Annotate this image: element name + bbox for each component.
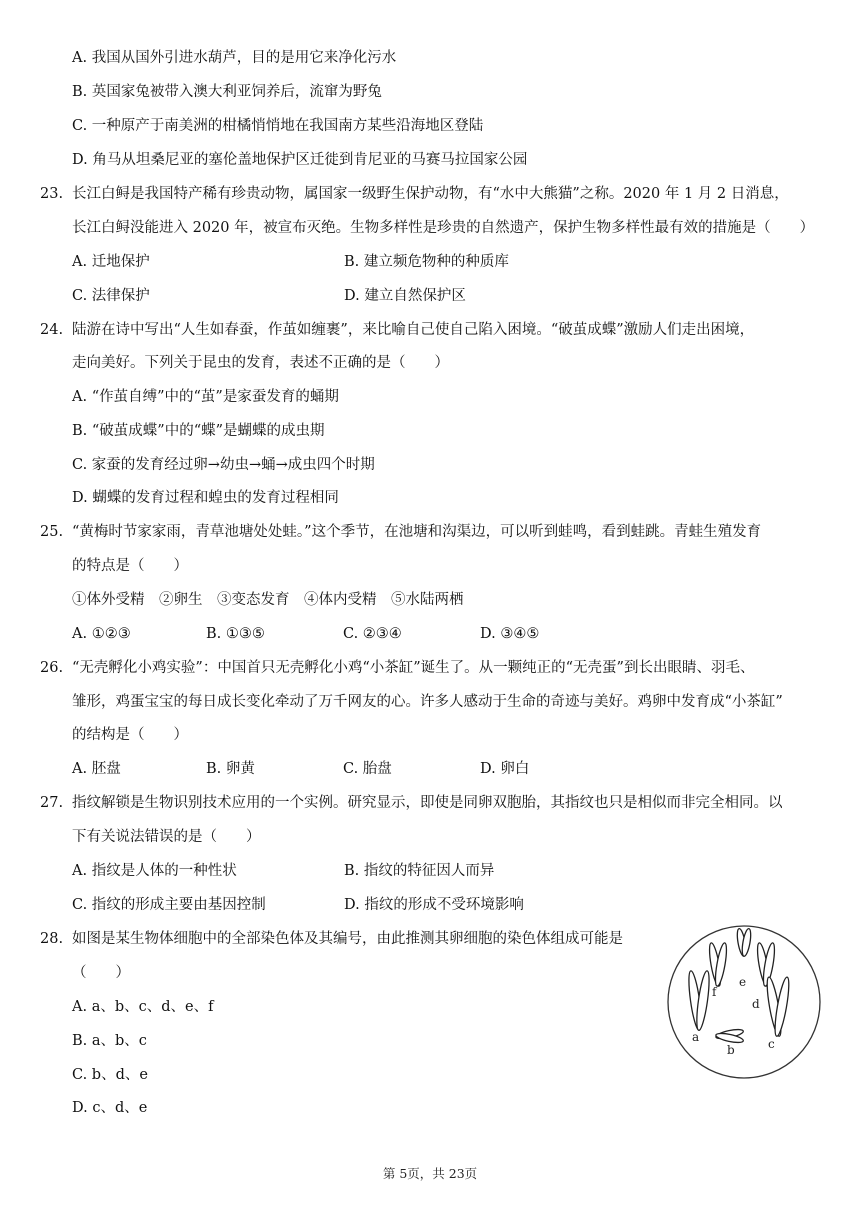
q28-option-a: A. a、b、c、d、e、f [72,999,214,1015]
q26-stem-line1: “无壳孵化小鸡实验”：中国首只无壳孵化小鸡“小茶缸”诞生了。从一颗纯正的“无壳蛋”到长出眼睛、羽毛、 [72,660,755,676]
chromosome-a [686,970,711,1031]
q23-option-c: C. 法律保护 [72,288,150,304]
q23-option-d: D. 建立自然保护区 [344,288,466,304]
chromosome-f [707,942,728,987]
chromosome-c [764,976,791,1037]
q22-option-d: D. 角马从坦桑尼亚的塞伦盖地保护区迁徙到肯尼亚的马赛马拉国家公园 [72,152,528,168]
label-f: f [712,985,717,999]
q26-number: 26. [40,660,64,676]
q23-option-a: A. 迁地保护 [72,254,150,270]
q27-option-b: B. 指纹的特征因人而异 [344,863,495,879]
q25-stem-line1: “黄梅时节家家雨，青草池塘处处蛙。”这个季节，在池塘和沟渠边，可以听到蛙鸣，看到蛙跳。青蛙生殖发育 [72,524,762,540]
label-a: a [692,1030,700,1044]
q26-stem-line3: 的结构是（ ） [72,727,188,743]
q26-option-d: D. 卵白 [480,761,530,777]
q27-number: 27. [40,795,64,811]
label-b: b [727,1043,735,1057]
chromosome-b [715,1028,744,1045]
q25-stem-line2: 的特点是（ ） [72,558,188,574]
q27-option-a: A. 指纹是人体的一种性状 [72,863,237,879]
q25-items: ①体外受精 ②卵生 ③变态发育 ④体内受精 ⑤水陆两栖 [72,592,464,608]
q28-option-c: C. b、d、e [72,1067,148,1083]
q23-number: 23. [40,186,64,202]
label-d: d [752,997,760,1011]
chromosome-d [755,942,776,987]
q25-option-a: A. ①②③ [72,626,131,642]
q27-option-c: C. 指纹的形成主要由基因控制 [72,897,266,913]
q23-stem-line1: 长江白鲟是我国特产稀有珍贵动物，属国家一级野生保护动物，有“水中大熊猫”之称。2020 年 1 月 2 日消息， [72,186,789,202]
q24-option-d: D. 蝴蝶的发育过程和蝗虫的发育过程相同 [72,490,339,506]
chromosome-cell-figure [666,924,822,1080]
q25-option-b: B. ①③⑤ [206,626,265,642]
q26-option-a: A. 胚盘 [72,761,121,777]
page-footer: 第 5页，共 23页 [382,1166,478,1181]
q28-option-b: B. a、b、c [72,1033,147,1049]
q26-option-c: C. 胎盘 [343,761,392,777]
q24-stem-line1: 陆游在诗中写出“人生如春蚕，作茧如缠裹”，来比喻自己使自己陷入困境。“破茧成蝶”激励人们走出困境， [72,322,755,338]
q23-stem-line2: 长江白鲟没能进入 2020 年，被宣布灭绝。生物多样性是珍贵的自然遗产，保护生物多样性最有效的措施是（ ） [72,220,815,236]
q28-stem-line2: （ ） [72,965,130,981]
q27-stem-line2: 下有关说法错误的是（ ） [72,829,261,845]
q24-stem-line2: 走向美好。下列关于昆虫的发育，表述不正确的是（ ） [72,355,449,371]
q26-option-b: B. 卵黄 [206,761,255,777]
q25-number: 25. [40,524,64,540]
q28-stem-line1: 如图是某生物体细胞中的全部染色体及其编号，由此推测其卵细胞的染色体组成可能是 [72,931,623,947]
q22-option-c: C. 一种原产于南美洲的柑橘悄悄地在我国南方某些沿海地区登陆 [72,118,484,134]
q22-option-b: B. 英国家兔被带入澳大利亚饲养后，流窜为野兔 [72,84,382,100]
q27-option-d: D. 指纹的形成不受环境影响 [344,897,524,913]
q28-number: 28. [40,931,64,947]
q24-number: 24. [40,322,64,338]
label-c: c [768,1037,775,1051]
q22-option-a: A. 我国从国外引进水葫芦，目的是用它来净化污水 [72,50,397,66]
label-e: e [739,975,747,989]
q24-option-c: C. 家蚕的发育经过卵→幼虫→蛹→成虫四个时期 [72,457,375,473]
q24-option-b: B. “破茧成蝶”中的“蝶”是蝴蝶的成虫期 [72,423,325,439]
q24-option-a: A. “作茧自缚”中的“茧”是家蚕发育的蛹期 [72,389,339,405]
q23-option-b: B. 建立频危物种的种质库 [344,254,509,270]
chromosome-e [736,928,753,957]
q25-option-d: D. ③④⑤ [480,626,540,642]
q28-option-d: D. c、d、e [72,1100,148,1116]
q27-stem-line1: 指纹解锁是生物识别技术应用的一个实例。研究显示，即使是同卵双胞胎，其指纹也只是相似而非完全相同。以 [72,795,783,811]
q26-stem-line2: 雏形，鸡蛋宝宝的每日成长变化牵动了万千网友的心。许多人感动于生命的奇迹与美好。鸡卵中发育成“小茶缸” [72,694,783,710]
q25-option-c: C. ②③④ [343,626,402,642]
